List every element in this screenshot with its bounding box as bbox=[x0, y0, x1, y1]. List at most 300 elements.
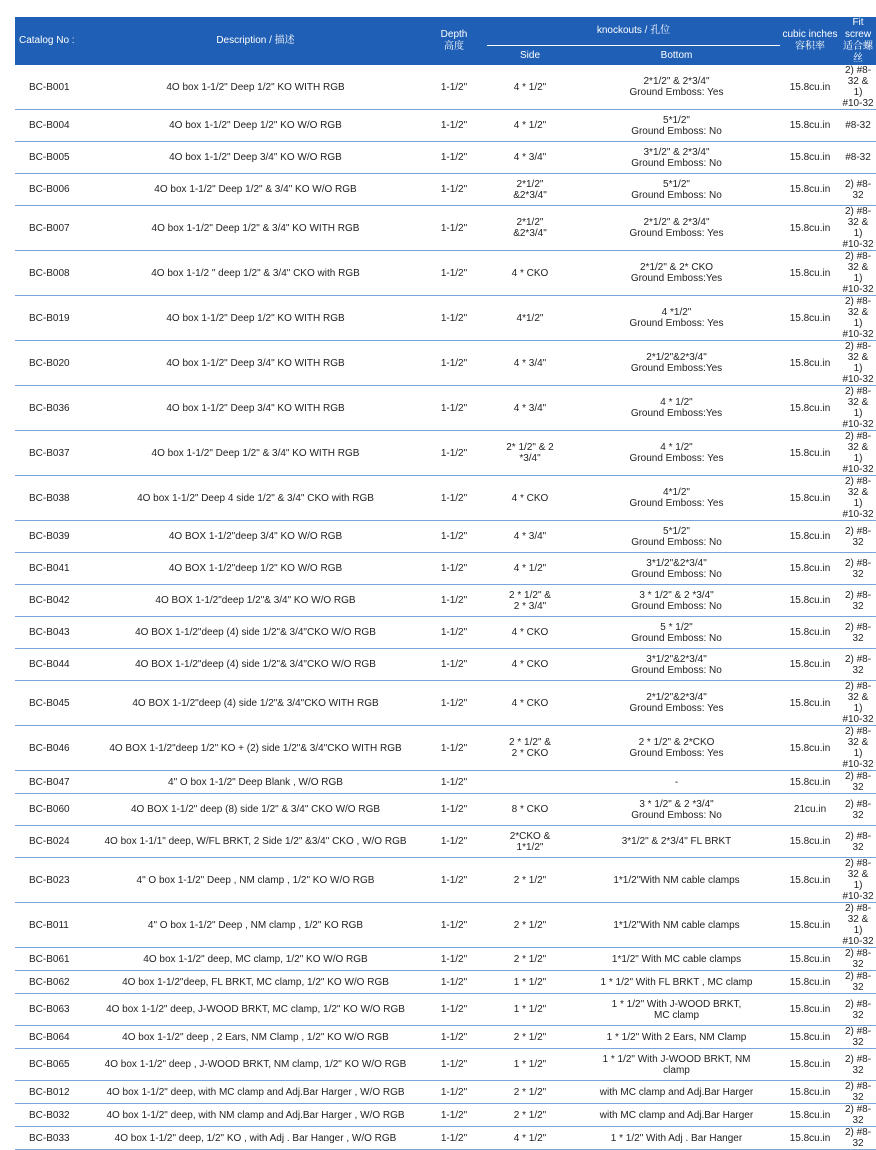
fit-screw bbox=[840, 617, 876, 649]
table-row bbox=[15, 251, 876, 296]
bottom-line-1: 3*1/2"&2*3/4" bbox=[646, 557, 707, 569]
catalog-no: BC-B036 bbox=[15, 386, 90, 431]
knockout-bottom bbox=[573, 1127, 780, 1150]
bottom-line-2: Ground Emboss: No bbox=[631, 568, 722, 580]
fit-screw bbox=[840, 553, 876, 585]
bottom-line-2: Ground Emboss: Yes bbox=[629, 748, 724, 759]
screw-line-2: #10-32 bbox=[842, 936, 874, 947]
depth: 1-1/2" bbox=[421, 110, 487, 142]
screw-line-1: #8-32 bbox=[845, 152, 871, 163]
side-line-1: 4 * 3/4" bbox=[513, 402, 547, 414]
description: 4O box 1-1/2" Deep 3/4" KO W/O RGB bbox=[90, 142, 421, 174]
knockout-side bbox=[487, 1026, 573, 1049]
bottom-line-1: 2*1/2"&2*3/4" bbox=[646, 352, 707, 363]
description: 4O box 1-1/2"deep, FL BRKT, MC clamp, 1/2" KO W/O RGB bbox=[90, 971, 421, 994]
side-line-1: 4 * 3/4" bbox=[513, 357, 547, 369]
cubic-inches: 15.8cu.in bbox=[780, 948, 840, 971]
knockout-side bbox=[487, 948, 573, 971]
side-line-1: 2*1/2" bbox=[516, 178, 544, 190]
fit-screw bbox=[840, 794, 876, 826]
table-row bbox=[15, 971, 876, 994]
bottom-line-1: 1*1/2"With NM cable clamps bbox=[613, 919, 740, 931]
depth: 1-1/2" bbox=[421, 1104, 487, 1127]
fit-screw bbox=[840, 431, 876, 476]
depth: 1-1/2" bbox=[421, 296, 487, 341]
description: 4O box 1-1/2" Deep 3/4" KO WITH RGB bbox=[90, 341, 421, 386]
bottom-line-2: Ground Emboss:Yes bbox=[630, 273, 723, 284]
knockout-side bbox=[487, 771, 573, 794]
table-row bbox=[15, 903, 876, 948]
cubic-inches: 15.8cu.in bbox=[780, 1104, 840, 1127]
description: 4O box 1-1/1" deep, W/FL BRKT, 2 Side 1/2" &3/4" CKO , W/O RGB bbox=[90, 826, 421, 858]
catalog-no: BC-B037 bbox=[15, 431, 90, 476]
bottom-line-1: 2*1/2"&2*3/4" bbox=[646, 692, 707, 703]
depth: 1-1/2" bbox=[421, 794, 487, 826]
description: 4O box 1-1/2 " deep 1/2" & 3/4" CKO with RGB bbox=[90, 251, 421, 296]
header-depth bbox=[421, 17, 487, 65]
catalog-no: BC-B065 bbox=[15, 1049, 90, 1081]
bottom-line-2: Ground Emboss: No bbox=[631, 809, 722, 821]
screw-line-2: #10-32 bbox=[842, 284, 874, 295]
table-row bbox=[15, 476, 876, 521]
screw-line-2: #10-32 bbox=[842, 759, 874, 770]
screw-line-2: #10-32 bbox=[842, 891, 874, 902]
side-line-1: 2 * 1/2" bbox=[513, 919, 547, 931]
catalog-no: BC-B023 bbox=[15, 858, 90, 903]
description: 4" O box 1-1/2" Deep , NM clamp , 1/2" KO RGB bbox=[90, 903, 421, 948]
cubic-inches: 15.8cu.in bbox=[780, 858, 840, 903]
side-line-1: 4 * 3/4" bbox=[513, 152, 547, 163]
description: 4O box 1-1/2" Deep 1/2" & 3/4" KO WITH RGB bbox=[90, 206, 421, 251]
table-row bbox=[15, 794, 876, 826]
cubic-inches: 15.8cu.in bbox=[780, 65, 840, 110]
cubic-inches: 15.8cu.in bbox=[780, 386, 840, 431]
screw-line-2: #10-32 bbox=[842, 714, 874, 725]
table-row bbox=[15, 649, 876, 681]
table-row bbox=[15, 1049, 876, 1081]
bottom-line-1: 1 * 1/2" With Adj . Bar Hanger bbox=[610, 1132, 743, 1144]
fit-screw bbox=[840, 174, 876, 206]
header-bottom: Bottom bbox=[573, 46, 780, 66]
screw-line-1: 2) #8-32 & 1) bbox=[844, 476, 872, 509]
header-depth-cn: 高度 bbox=[444, 41, 464, 52]
screw-line-1: 2) #8-32 & 1) bbox=[844, 903, 872, 936]
table-row bbox=[15, 726, 876, 771]
cubic-inches: 21cu.in bbox=[780, 794, 840, 826]
side-line-1: 4 * CKO bbox=[511, 627, 549, 638]
header-screw bbox=[840, 17, 876, 65]
bottom-line-2: Ground Emboss: Yes bbox=[629, 453, 724, 464]
catalog-no: BC-B024 bbox=[15, 826, 90, 858]
description: 4O box 1-1/2" deep, J-WOOD BRKT, MC clamp, 1/2" KO W/O RGB bbox=[90, 994, 421, 1026]
screw-line-1: 2) #8-32 bbox=[844, 178, 872, 201]
header-screw-en: Fit screw bbox=[844, 17, 872, 40]
fit-screw bbox=[840, 251, 876, 296]
cubic-inches: 15.8cu.in bbox=[780, 341, 840, 386]
screw-line-2: #10-32 bbox=[842, 509, 874, 520]
table-row bbox=[15, 826, 876, 858]
catalog-no: BC-B033 bbox=[15, 1127, 90, 1150]
bottom-line-2: Ground Emboss: No bbox=[631, 664, 722, 676]
table-row bbox=[15, 585, 876, 617]
knockout-side bbox=[487, 858, 573, 903]
depth: 1-1/2" bbox=[421, 251, 487, 296]
bottom-line-2: Ground Emboss: No bbox=[631, 157, 722, 169]
table-row bbox=[15, 142, 876, 174]
cubic-inches: 15.8cu.in bbox=[780, 681, 840, 726]
table-row bbox=[15, 206, 876, 251]
fit-screw bbox=[840, 858, 876, 903]
catalog-no: BC-B060 bbox=[15, 794, 90, 826]
knockout-side bbox=[487, 341, 573, 386]
catalog-no: BC-B045 bbox=[15, 681, 90, 726]
catalog-no: BC-B032 bbox=[15, 1104, 90, 1127]
side-line-1: 2*1/2" bbox=[516, 217, 544, 228]
description: 4O BOX 1-1/2"deep (4) side 1/2"& 3/4"CKO W/O RGB bbox=[90, 649, 421, 681]
catalog-no: BC-B044 bbox=[15, 649, 90, 681]
catalog-no: BC-B011 bbox=[15, 903, 90, 948]
bottom-line-1: 5*1/2" bbox=[663, 114, 690, 126]
screw-line-1: 2) #8-32 bbox=[844, 1053, 872, 1076]
knockout-bottom bbox=[573, 553, 780, 585]
fit-screw bbox=[840, 1049, 876, 1081]
fit-screw bbox=[840, 341, 876, 386]
knockout-bottom bbox=[573, 386, 780, 431]
cubic-inches: 15.8cu.in bbox=[780, 994, 840, 1026]
screw-line-1: 2) #8-32 bbox=[844, 621, 872, 644]
bottom-line-2: Ground Emboss:Yes bbox=[630, 408, 723, 419]
depth: 1-1/2" bbox=[421, 65, 487, 110]
bottom-line-1: 4 * 1/2" bbox=[660, 442, 693, 453]
fit-screw bbox=[840, 903, 876, 948]
screw-line-1: 2) #8-32 bbox=[844, 1026, 872, 1048]
fit-screw bbox=[840, 585, 876, 617]
description: 4O box 1-1/2" Deep 3/4" KO WITH RGB bbox=[90, 386, 421, 431]
cubic-inches: 15.8cu.in bbox=[780, 649, 840, 681]
screw-line-1: 2) #8-32 bbox=[844, 525, 872, 548]
knockout-side bbox=[487, 1104, 573, 1127]
knockout-side bbox=[487, 386, 573, 431]
description: 4O box 1-1/2" deep, with NM clamp and Adj.Bar Harger , W/O RGB bbox=[90, 1104, 421, 1127]
side-line-1: 2 * 1/2" & bbox=[509, 589, 551, 601]
depth: 1-1/2" bbox=[421, 174, 487, 206]
description: 4O box 1-1/2" deep, 1/2" KO , with Adj . Bar Hanger , W/O RGB bbox=[90, 1127, 421, 1150]
depth: 1-1/2" bbox=[421, 826, 487, 858]
knockout-bottom bbox=[573, 826, 780, 858]
depth: 1-1/2" bbox=[421, 1049, 487, 1081]
cubic-inches: 15.8cu.in bbox=[780, 771, 840, 794]
bottom-line-1: 1 * 1/2" With FL BRKT , MC clamp bbox=[600, 976, 753, 988]
table-row bbox=[15, 858, 876, 903]
catalog-no: BC-B042 bbox=[15, 585, 90, 617]
cubic-inches: 15.8cu.in bbox=[780, 110, 840, 142]
table-header bbox=[15, 17, 876, 65]
header-description: Description / 描述 bbox=[90, 17, 421, 65]
table-row bbox=[15, 1104, 876, 1127]
depth: 1-1/2" bbox=[421, 142, 487, 174]
screw-line-1: 2) #8-32 & 1) bbox=[844, 386, 872, 419]
knockout-side bbox=[487, 142, 573, 174]
knockout-bottom bbox=[573, 142, 780, 174]
knockout-side bbox=[487, 726, 573, 771]
fit-screw bbox=[840, 994, 876, 1026]
catalog-no: BC-B007 bbox=[15, 206, 90, 251]
table-row bbox=[15, 1081, 876, 1104]
fit-screw bbox=[840, 65, 876, 110]
bottom-line-1: 3*1/2" & 2*3/4" bbox=[643, 146, 710, 158]
fit-screw bbox=[840, 771, 876, 794]
side-line-1: 4 * CKO bbox=[511, 267, 549, 279]
fit-screw bbox=[840, 971, 876, 994]
bottom-line-2: clamp bbox=[663, 1064, 690, 1076]
screw-line-1: 2) #8-32 bbox=[844, 971, 872, 993]
knockout-bottom bbox=[573, 1049, 780, 1081]
knockout-bottom bbox=[573, 296, 780, 341]
table-row bbox=[15, 1026, 876, 1049]
depth: 1-1/2" bbox=[421, 948, 487, 971]
side-line-1: 2* 1/2" & 2 bbox=[506, 442, 554, 453]
fit-screw bbox=[840, 206, 876, 251]
cubic-inches: 15.8cu.in bbox=[780, 431, 840, 476]
depth: 1-1/2" bbox=[421, 553, 487, 585]
description: 4O box 1-1/2" deep , 2 Ears, NM Clamp , 1/2" KO W/O RGB bbox=[90, 1026, 421, 1049]
knockout-side bbox=[487, 794, 573, 826]
cubic-inches: 15.8cu.in bbox=[780, 206, 840, 251]
fit-screw bbox=[840, 1081, 876, 1104]
table-row bbox=[15, 1127, 876, 1150]
knockout-side bbox=[487, 585, 573, 617]
description: 4" O box 1-1/2" Deep Blank , W/O RGB bbox=[90, 771, 421, 794]
description: 4O BOX 1-1/2"deep 1/2" KO W/O RGB bbox=[90, 553, 421, 585]
screw-line-1: 2) #8-32 & 1) bbox=[844, 681, 872, 714]
description: 4O box 1-1/2" deep, MC clamp, 1/2" KO W/O RGB bbox=[90, 948, 421, 971]
knockout-side bbox=[487, 521, 573, 553]
cubic-inches: 15.8cu.in bbox=[780, 1127, 840, 1150]
cubic-inches: 15.8cu.in bbox=[780, 903, 840, 948]
table-row bbox=[15, 771, 876, 794]
knockout-bottom bbox=[573, 681, 780, 726]
side-line-1: 4 * 1/2" bbox=[513, 120, 547, 131]
table-row bbox=[15, 617, 876, 649]
knockout-bottom bbox=[573, 251, 780, 296]
knockout-side bbox=[487, 110, 573, 142]
bottom-line-1: 1*1/2"With NM cable clamps bbox=[613, 874, 740, 886]
side-line-1: 2 * 1/2" bbox=[513, 874, 547, 886]
side-line-1: 1 * 1/2" bbox=[513, 1004, 547, 1015]
bottom-line-1: 1 * 1/2" With J-WOOD BRKT, bbox=[611, 998, 742, 1010]
bottom-line-2: MC clamp bbox=[654, 1009, 700, 1021]
knockout-bottom bbox=[573, 994, 780, 1026]
description: 4O BOX 1-1/2"deep (4) side 1/2"& 3/4"CKO W/O RGB bbox=[90, 617, 421, 649]
description: 4O box 1-1/2" Deep 1/2" KO WITH RGB bbox=[90, 65, 421, 110]
depth: 1-1/2" bbox=[421, 903, 487, 948]
cubic-inches: 15.8cu.in bbox=[780, 1081, 840, 1104]
description: 4O BOX 1-1/2" deep (8) side 1/2" & 3/4" CKO W/O RGB bbox=[90, 794, 421, 826]
cubic-inches: 15.8cu.in bbox=[780, 142, 840, 174]
knockout-side bbox=[487, 206, 573, 251]
knockout-bottom bbox=[573, 858, 780, 903]
knockout-side bbox=[487, 553, 573, 585]
description: 4O BOX 1-1/2"deep (4) side 1/2"& 3/4"CKO WITH RGB bbox=[90, 681, 421, 726]
cubic-inches: 15.8cu.in bbox=[780, 1026, 840, 1049]
description: 4" O box 1-1/2" Deep , NM clamp , 1/2" KO W/O RGB bbox=[90, 858, 421, 903]
knockout-side bbox=[487, 1081, 573, 1104]
knockout-side bbox=[487, 174, 573, 206]
knockout-bottom bbox=[573, 110, 780, 142]
depth: 1-1/2" bbox=[421, 971, 487, 994]
side-line-1: 4 * CKO bbox=[511, 697, 549, 709]
knockout-bottom bbox=[573, 971, 780, 994]
cubic-inches: 15.8cu.in bbox=[780, 971, 840, 994]
bottom-line-1: 1*1/2" With MC cable clamps bbox=[611, 953, 742, 965]
fit-screw bbox=[840, 1127, 876, 1150]
bottom-line-1: 1 * 1/2" With 2 Ears, NM Clamp bbox=[606, 1031, 747, 1043]
fit-screw bbox=[840, 649, 876, 681]
side-line-2: &2*3/4" bbox=[513, 228, 547, 239]
knockout-bottom bbox=[573, 1104, 780, 1127]
fit-screw bbox=[840, 521, 876, 553]
bottom-line-2: Ground Emboss:Yes bbox=[630, 363, 723, 374]
table-row bbox=[15, 65, 876, 110]
screw-line-1: 2) #8-32 bbox=[844, 653, 872, 676]
side-line-1: 2*CKO & bbox=[509, 830, 551, 842]
bottom-line-1: 3*1/2" & 2*3/4" FL BRKT bbox=[621, 836, 732, 847]
bottom-line-1: 2*1/2" & 2*3/4" bbox=[643, 217, 710, 228]
knockout-bottom bbox=[573, 431, 780, 476]
side-line-1: 2 * 1/2" bbox=[513, 953, 547, 965]
fit-screw bbox=[840, 948, 876, 971]
knockout-side bbox=[487, 65, 573, 110]
catalog-no: BC-B046 bbox=[15, 726, 90, 771]
bottom-line-1: - bbox=[674, 776, 679, 788]
catalog-no: BC-B012 bbox=[15, 1081, 90, 1104]
catalog-no: BC-B019 bbox=[15, 296, 90, 341]
table-row bbox=[15, 553, 876, 585]
description: 4O box 1-1/2" Deep 1/2" & 3/4" KO WITH RGB bbox=[90, 431, 421, 476]
side-line-1: 4*1/2" bbox=[516, 312, 544, 324]
side-line-1: 4 * 1/2" bbox=[513, 563, 547, 574]
table-row bbox=[15, 296, 876, 341]
bottom-line-1: 3 * 1/2" & 2 *3/4" bbox=[639, 798, 714, 810]
header-catalog: Catalog No : bbox=[15, 17, 90, 65]
depth: 1-1/2" bbox=[421, 585, 487, 617]
fit-screw bbox=[840, 142, 876, 174]
depth: 1-1/2" bbox=[421, 617, 487, 649]
screw-line-1: 2) #8-32 bbox=[844, 798, 872, 821]
bottom-line-1: 2 * 1/2" & 2*CKO bbox=[638, 737, 715, 748]
screw-line-1: 2) #8-32 & 1) bbox=[844, 206, 872, 239]
bottom-line-2: Ground Emboss: Yes bbox=[629, 228, 724, 239]
screw-line-1: 2) #8-32 bbox=[844, 830, 872, 853]
fit-screw bbox=[840, 296, 876, 341]
bottom-line-1: 1 * 1/2" With J-WOOD BRKT, NM bbox=[602, 1053, 751, 1065]
bottom-line-2: Ground Emboss: No bbox=[631, 600, 722, 612]
knockout-side bbox=[487, 826, 573, 858]
screw-line-1: 2) #8-32 bbox=[844, 1081, 872, 1103]
knockout-bottom bbox=[573, 1026, 780, 1049]
fit-screw bbox=[840, 476, 876, 521]
side-line-1: 1 * 1/2" bbox=[513, 976, 547, 988]
cubic-inches: 15.8cu.in bbox=[780, 585, 840, 617]
bottom-line-2: Ground Emboss: No bbox=[631, 536, 722, 548]
bottom-line-1: 5 * 1/2" bbox=[660, 621, 693, 633]
side-line-2: *3/4" bbox=[519, 453, 541, 464]
screw-line-1: 2) #8-32 bbox=[844, 771, 872, 793]
knockout-bottom bbox=[573, 649, 780, 681]
knockout-bottom bbox=[573, 206, 780, 251]
table-row bbox=[15, 681, 876, 726]
depth: 1-1/2" bbox=[421, 649, 487, 681]
fit-screw bbox=[840, 726, 876, 771]
knockout-side bbox=[487, 649, 573, 681]
depth: 1-1/2" bbox=[421, 386, 487, 431]
knockout-bottom bbox=[573, 726, 780, 771]
knockout-bottom bbox=[573, 476, 780, 521]
side-line-2: 2 * CKO bbox=[511, 748, 549, 759]
catalog-no: BC-B047 bbox=[15, 771, 90, 794]
knockout-bottom bbox=[573, 771, 780, 794]
screw-line-1: 2) #8-32 bbox=[844, 589, 872, 612]
side-line-2: &2*3/4" bbox=[513, 189, 547, 201]
table-row bbox=[15, 110, 876, 142]
catalog-no: BC-B001 bbox=[15, 65, 90, 110]
knockout-side bbox=[487, 296, 573, 341]
knockout-bottom bbox=[573, 174, 780, 206]
bottom-line-1: 4*1/2" bbox=[663, 487, 690, 498]
catalog-table-container bbox=[15, 17, 876, 1150]
screw-line-1: 2) #8-32 & 1) bbox=[844, 341, 872, 374]
description: 4O BOX 1-1/2"deep 1/2" KO + (2) side 1/2"& 3/4"CKO WITH RGB bbox=[90, 726, 421, 771]
screw-line-2: #10-32 bbox=[842, 419, 874, 430]
catalog-no: BC-B020 bbox=[15, 341, 90, 386]
table-row bbox=[15, 521, 876, 553]
screw-line-2: #10-32 bbox=[842, 98, 874, 109]
side-line-1: 2 * 1/2" bbox=[513, 1109, 547, 1121]
fit-screw bbox=[840, 386, 876, 431]
screw-line-2: #10-32 bbox=[842, 464, 874, 475]
screw-line-1: 2) #8-32 bbox=[844, 948, 872, 970]
bottom-line-1: 2*1/2" & 2*3/4" bbox=[643, 76, 710, 87]
side-line-1: 4 * 3/4" bbox=[513, 531, 547, 542]
side-line-1: 4 * CKO bbox=[511, 659, 549, 670]
header-knockouts: knockouts / 孔位 bbox=[487, 17, 780, 46]
bottom-line-1: 2*1/2" & 2* CKO bbox=[639, 262, 714, 273]
depth: 1-1/2" bbox=[421, 726, 487, 771]
description: 4O BOX 1-1/2"deep 1/2"& 3/4" KO W/O RGB bbox=[90, 585, 421, 617]
side-line-2: 1*1/2" bbox=[516, 841, 544, 853]
header-side: Side bbox=[487, 46, 573, 66]
header-cubic-cn: 容积率 bbox=[795, 41, 826, 52]
screw-line-1: 2) #8-32 bbox=[844, 1104, 872, 1126]
catalog-no: BC-B064 bbox=[15, 1026, 90, 1049]
description: 4O box 1-1/2" Deep 1/2" & 3/4" KO W/O RGB bbox=[90, 174, 421, 206]
fit-screw bbox=[840, 1026, 876, 1049]
bottom-line-2: Ground Emboss: No bbox=[631, 125, 722, 137]
bottom-line-1: 5*1/2" bbox=[663, 178, 690, 190]
fit-screw bbox=[840, 826, 876, 858]
screw-line-1: 2) #8-32 bbox=[844, 557, 872, 580]
bottom-line-2: Ground Emboss: No bbox=[631, 189, 722, 201]
knockout-bottom bbox=[573, 617, 780, 649]
fit-screw bbox=[840, 681, 876, 726]
catalog-no: BC-B063 bbox=[15, 994, 90, 1026]
header-cubic-en: cubic inches bbox=[782, 29, 838, 40]
bottom-line-1: with MC clamp and Adj.Bar Harger bbox=[599, 1086, 754, 1098]
header-depth-en: Depth bbox=[440, 29, 468, 40]
description: 4O box 1-1/2" deep, with MC clamp and Adj.Bar Harger , W/O RGB bbox=[90, 1081, 421, 1104]
table-body bbox=[15, 65, 876, 1150]
description: 4O box 1-1/2" deep , J-WOOD BRKT, NM clamp, 1/2" KO W/O RGB bbox=[90, 1049, 421, 1081]
